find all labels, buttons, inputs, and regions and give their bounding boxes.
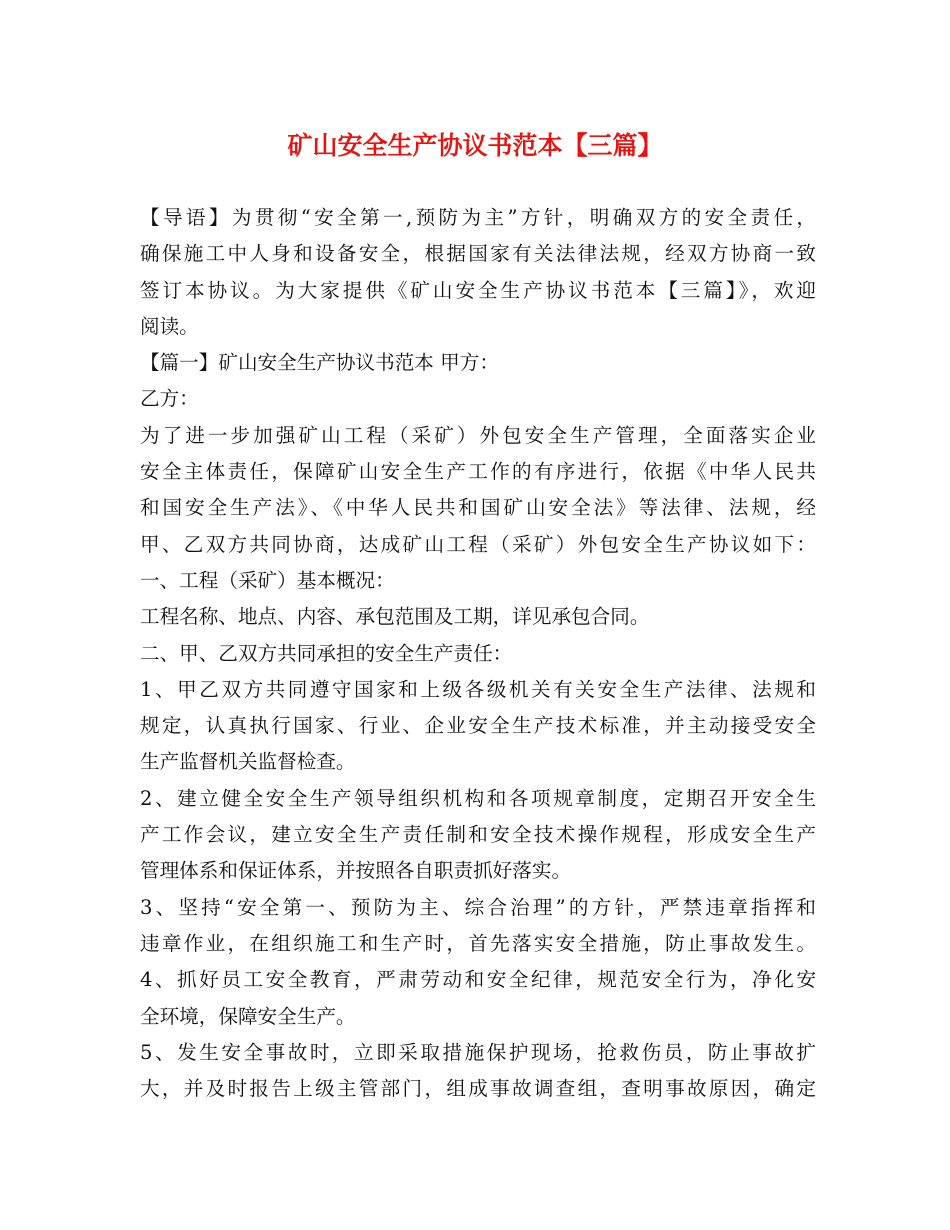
text-line: 甲、乙双方共同协商，达成矿山工程（采矿）外包安全生产协议如下： — [140, 532, 816, 556]
text-line: 全环境，保障安全生产。 — [140, 1004, 356, 1028]
text-line: 和国安全生产法》、《中华人民共和国矿山安全法》等法律、法规，经 — [140, 496, 816, 520]
text-line: 生产监督机关监督检查。 — [140, 750, 356, 774]
text-line: 乙方： — [140, 387, 199, 411]
text-line: 签订本协议。为大家提供《矿山安全生产协议书范本【三篇】》，欢迎 — [140, 278, 816, 302]
text-line: 3、坚持“安全第一、预防为主、综合治理”的方针，严禁违章指挥和 — [140, 895, 816, 919]
text-line: 【导语】为贯彻“安全第一,预防为主”方针，明确双方的安全责任， — [140, 206, 816, 229]
text-line: 确保施工中人身和设备安全，根据国家有关法律法规，经双方协商一致 — [140, 242, 816, 266]
document-title: 矿山安全生产协议书范本【三篇】 — [287, 131, 663, 160]
text-line: 5、发生安全事故时，立即采取措施保护现场，抢救伤员，防止事故扩 — [140, 1040, 816, 1064]
document-body — [140, 200, 816, 1107]
text-line: 阅读。 — [140, 314, 199, 338]
text-line: 工程名称、地点、内容、承包范围及工期，详见承包合同。 — [140, 605, 650, 629]
text-line: 产工作会议，建立安全生产责任制和安全技术操作规程，形成安全生产 — [140, 823, 816, 847]
text-line: 2、建立健全安全生产领导组织机构和各项规章制度，定期召开安全生 — [140, 786, 816, 810]
text-line: 二、甲、乙双方共同承担的安全生产责任： — [140, 641, 513, 665]
text-line: 【篇一】矿山安全生产协议书范本 甲方： — [140, 351, 499, 375]
text-line: 一、工程（采矿）基本概况： — [140, 568, 395, 592]
text-line: 大，并及时报告上级主管部门，组成事故调查组，查明事故原因，确定 — [140, 1077, 816, 1101]
text-line: 4、抓好员工安全教育，严肃劳动和安全纪律，规范安全行为，净化安 — [140, 968, 816, 992]
text-line: 违章作业，在组织施工和生产时，首先落实安全措施，防止事故发生。 — [140, 931, 816, 955]
text-line: 安全主体责任，保障矿山安全生产工作的有序进行，依据《中华人民共 — [140, 460, 816, 484]
text-line: 为了进一步加强矿山工程（采矿）外包安全生产管理，全面落实企业 — [140, 423, 816, 447]
text-line: 管理体系和保证体系，并按照各自职责抓好落实。 — [140, 859, 572, 883]
text-line: 规定，认真执行国家、行业、企业安全生产技术标准，并主动接受安全 — [140, 714, 816, 738]
text-line: 1、甲乙双方共同遵守国家和上级各级机关有关安全生产法律、法规和 — [140, 677, 816, 701]
